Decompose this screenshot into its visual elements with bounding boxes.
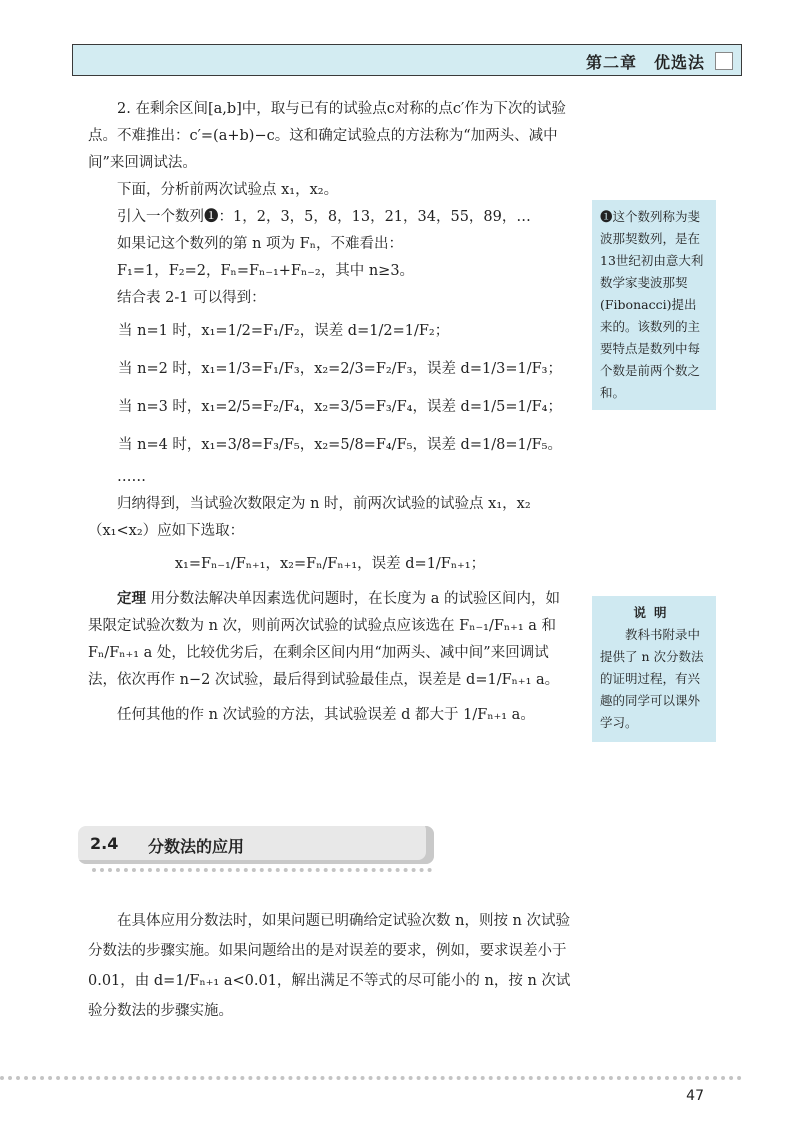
note-text: ❶这个数列称为斐波那契数列，是在13世纪初由意大利数学家斐波那契(Fibonacci)提出来的。该数列的主要特点是数列中每个数是前两个数之和。 — [600, 209, 704, 400]
header-square-icon — [715, 52, 733, 70]
note-text: 教科书附录中提供了 n 次分数法的证明过程，有兴趣的同学可以课外学习。 — [600, 627, 704, 730]
chapter-header — [72, 44, 742, 76]
case-row: 当 n=1 时，x₁=1/2=F₁/F₂，误差 d=1/2=1/F₂； — [118, 322, 450, 339]
formula: x₁=Fₙ₋₁/Fₙ₊₁，x₂=Fₙ/Fₙ₊₁，误差 d=1/Fₙ₊₁； — [174, 556, 486, 572]
paragraph: 引入一个数列❶：1，2，3，5，8，13，21，34，55，89，… — [117, 209, 531, 225]
paragraph: F₁=1，F₂=2，Fₙ=Fₙ₋₁+Fₙ₋₂，其中 n≥3。 — [117, 263, 415, 279]
paragraph: 归纳得到，当试验次数限定为 n 时，前两次试验的试验点 x₁，x₂（x₁<x₂）应如下选取： — [88, 496, 531, 539]
section-heading — [78, 826, 434, 864]
paragraph: 2. 在剩余区间[a,b]中，取与已有的试验点c对称的点c′作为下次的试验点。不难推出：c′=(a+b)−c。这和确定试验点的方法称为“加两头、减中间”来回调试法。 — [88, 101, 566, 171]
chapter-title: 第二章 优选法 — [585, 53, 705, 72]
case-row: 当 n=4 时，x₁=3/8=F₃/F₅，x₂=5/8=F₄/F₅，误差 d=1/8=1/F₅。 — [118, 436, 562, 453]
page-number: 47 — [686, 1088, 704, 1104]
paragraph: 结合表 2-1 可以得到： — [117, 290, 266, 306]
theorem-text: 用分数法解决单因素选优问题时，在长度为 a 的试验区间内，如果限定试验次数为 n 次，则前两次试验的试验点应该选在 Fₙ₋₁/Fₙ₊₁ a 和 Fₙ/Fₙ₊₁ a 处，比较优劣后，在剩余区间内用“加两头、减中间”来回调试法，依次再作 n−2 次试验，最后得到试验最佳点，误差是 d=1/Fₙ₊₁ a。 — [88, 591, 560, 688]
footer-divider — [0, 1076, 742, 1080]
note-title: 说明 — [633, 605, 675, 620]
paragraph: 任何其他的作 n 次试验的方法，其试验误差 d 都大于 1/Fₙ₊₁ a。 — [117, 707, 535, 723]
sidebar-note-explain — [592, 596, 716, 742]
section-title: 分数法的应用 — [148, 837, 245, 856]
divider — [92, 868, 432, 872]
paragraph: 如果记这个数列的第 n 项为 Fₙ，不难看出： — [117, 236, 403, 252]
theorem-label: 定理 — [117, 591, 146, 607]
section-number: 2.4 — [90, 834, 119, 853]
paragraph: 下面，分析前两次试验点 x₁，x₂。 — [117, 182, 339, 198]
ellipsis: …… — [117, 469, 146, 485]
paragraph: 在具体应用分数法时，如果问题已明确给定试验次数 n，则按 n 次试验分数法的步骤实施。如果问题给出的是对误差的要求，例如，要求误差小于 0.01，由 d=1/Fₙ₊₁ a<0.01，解出满足不等式的尽可能小的 n，按 n 次试验分数法的步骤实施。 — [88, 913, 571, 1019]
case-row: 当 n=3 时，x₁=2/5=F₂/F₄，x₂=3/5=F₃/F₄，误差 d=1/5=1/F₄； — [118, 398, 562, 415]
theorem — [88, 586, 572, 694]
main-text — [88, 96, 572, 729]
case-row: 当 n=2 时，x₁=1/3=F₁/F₃，x₂=2/3=F₂/F₃，误差 d=1/3=1/F₃； — [118, 360, 562, 377]
sidebar-note-fibonacci — [592, 200, 716, 410]
